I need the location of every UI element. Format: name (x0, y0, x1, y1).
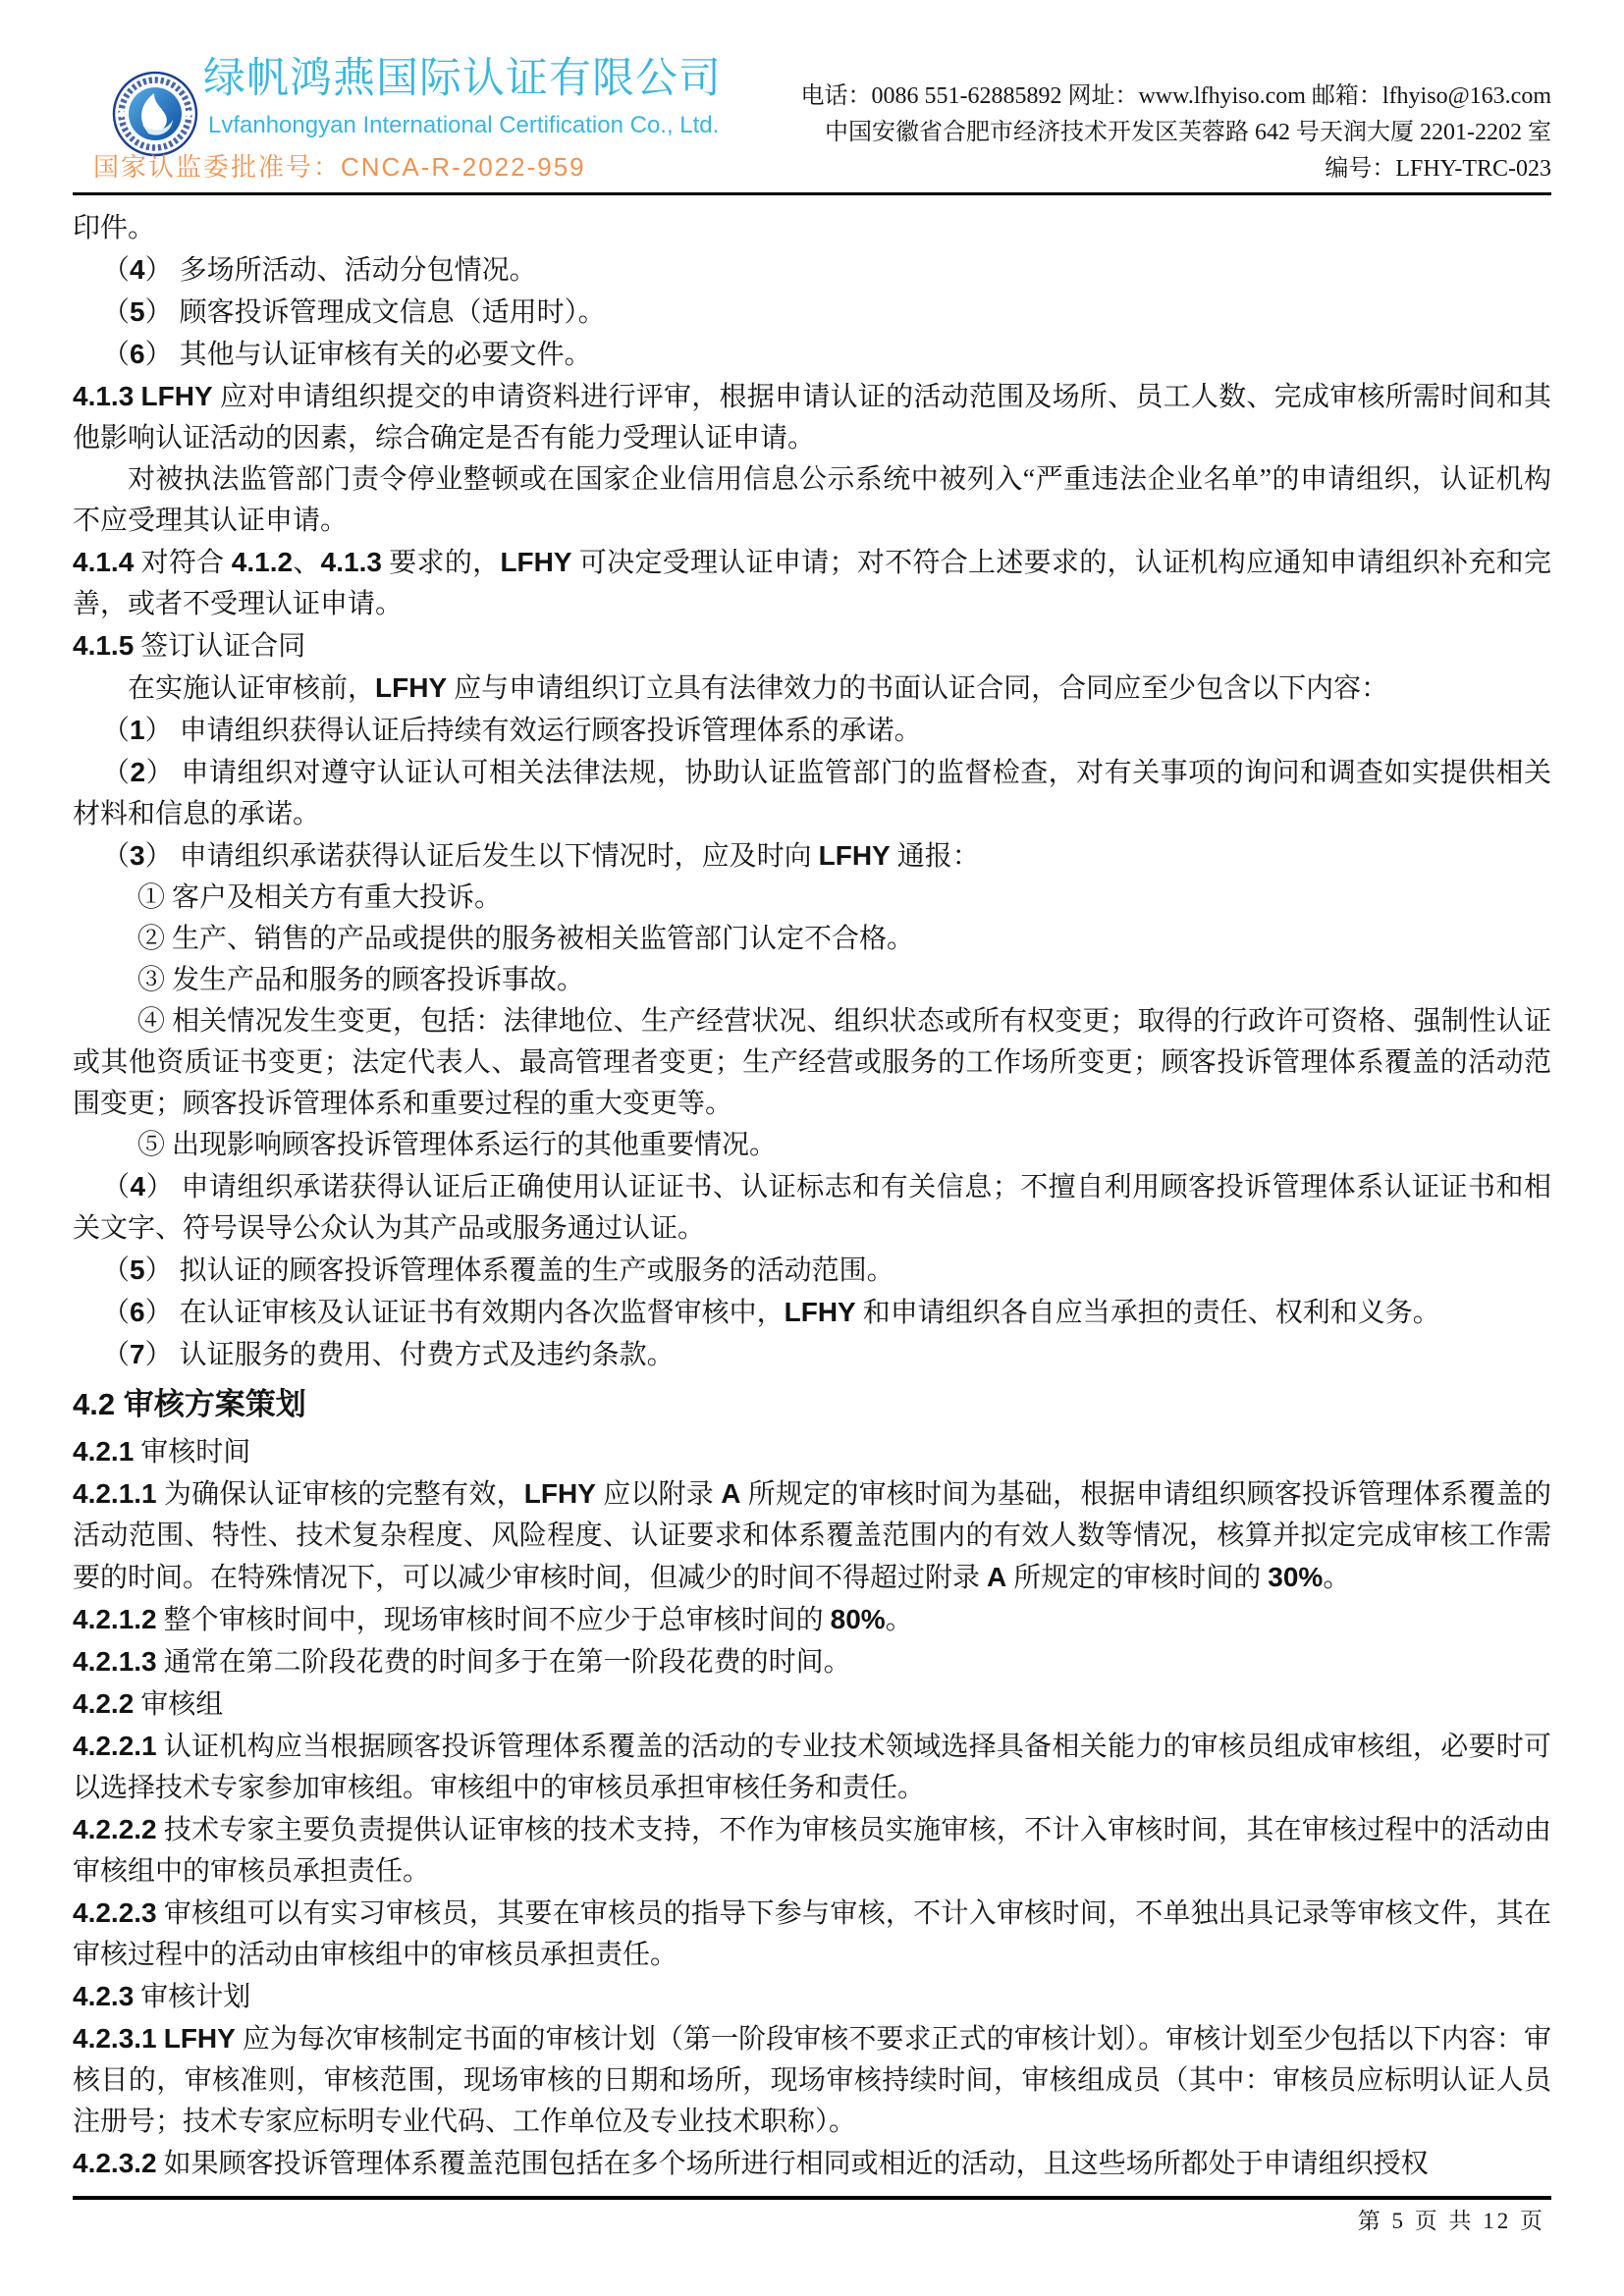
company-name-cn: 绿帆鸿燕国际认证有限公司 (203, 55, 722, 102)
latin-run: 4.2.1.1 (73, 1478, 157, 1509)
company-logo (112, 71, 198, 157)
footer-divider (73, 2196, 1551, 2200)
paragraph: （4） 申请组织承诺获得认证后正确使用认证证书、认证标志和有关信息；不擅自利用顾客投诉管理体系认证证书和相关文字、符号误导公众认为其产品或服务通过认证。 (73, 1171, 1551, 1244)
paragraph: （5） 顾客投诉管理成文信息（适用时）。 (102, 296, 606, 328)
paragraph: （6） 在认证审核及认证证书有效期内各次监督审核中，LFHY 和申请组织各自应当承担的责任、权利和义务。 (102, 1297, 1440, 1328)
latin-run: LFHY (818, 840, 891, 871)
paragraph: ② 生产、销售的产品或提供的服务被相关监管部门认定不合格。 (137, 924, 915, 954)
latin-run: 4.2.2.1 (73, 1731, 157, 1761)
latin-run: 4.2.2.3 (73, 1897, 157, 1928)
latin-run: 7 (130, 1339, 145, 1369)
page-number: 第 5 页 共 12 页 (1357, 2209, 1545, 2233)
contact-line-address: 中国安徽省合肥市经济技术开发区芙蓉路 642 号天润大厦 2201-2202 室 (825, 120, 1551, 145)
paragraph: 4.2.2.2 技术专家主要负责提供认证审核的技术支持，不作为审核员实施审核，不计入审核时间，其在审核过程中的活动由审核组中的审核员承担责任。 (73, 1814, 1551, 1887)
contact-line-phone-web-mail: 电话：0086 551-62885892 网址：www.lfhyiso.com 邮箱：lfhyiso@163.com (800, 83, 1551, 109)
paragraph: 4.2.3.1 LFHY 应为每次审核制定书面的审核计划（第一阶段审核不要求正式的审核计划）。审核计划至少包括以下内容：审核目的，审核准则，审核范围，现场审核的日期和场所，现场审核持续时间，审核组成员（其中：审核员应标明认证人员注册号；技术专家应标明专业代码、工作单位及专业技术职称）。 (73, 2023, 1551, 2137)
latin-run: LFHY (140, 381, 213, 411)
latin-run: 2 (130, 757, 146, 787)
paragraph: 4.1.5 签订认证合同 (73, 630, 306, 662)
latin-run: 4.2.1.3 (73, 1646, 157, 1677)
contact-block (800, 79, 1551, 187)
paragraph: 对被执法监管部门责令停业整顿或在国家企业信用信息公示系统中被列入“严重违法企业名单”的申请组织，认证机构不应受理其认证申请。 (73, 464, 1551, 536)
document-body (73, 208, 1551, 2185)
latin-run: 1 (130, 715, 145, 745)
latin-run: A (721, 1478, 741, 1509)
paragraph: 4.2.1.2 整个审核时间中，现场审核时间不应少于总审核时间的 80%。 (73, 1604, 913, 1635)
paragraph: （3） 申请组织承诺获得认证后发生以下情况时，应及时向 LFHY 通报： (102, 840, 980, 872)
latin-run: 4.1.3 (73, 381, 135, 411)
latin-run: 4.2.1.2 (73, 1604, 157, 1634)
paragraph: 在实施认证审核前，LFHY 应与申请组织订立具有法律效力的书面认证合同，合同应至少包含以下内容： (128, 672, 1389, 704)
latin-run: 6 (130, 1297, 145, 1327)
latin-run: LFHY (784, 1297, 856, 1327)
latin-run: A (987, 1562, 1007, 1592)
latin-run: 4.2.2.2 (73, 1814, 157, 1844)
latin-run: 4.2 (73, 1387, 116, 1421)
latin-run: 5 (130, 296, 145, 327)
latin-run: LFHY (163, 2023, 236, 2054)
latin-run: 4.1.4 (73, 547, 135, 577)
paragraph: 印件。 (73, 213, 156, 243)
doc-number: 编号：LFHY-TRC-023 (1325, 156, 1551, 182)
paragraph: （1） 申请组织获得认证后持续有效运行顾客投诉管理体系的承诺。 (102, 715, 922, 746)
latin-run: 3 (130, 840, 145, 871)
paragraph: 4.2.3.2 如果顾客投诉管理体系覆盖范围包括在多个场所进行相同或相近的活动，且这些场所都处于申请组织授权 (73, 2148, 1429, 2179)
paragraph: 4.2.1.1 为确保认证审核的完整有效，LFHY 应以附录 A 所规定的审核时间为基础，根据申请组织顾客投诉管理体系覆盖的活动范围、特性、技术复杂程度、风险程度、认证要求和体系覆盖范围内的有效人数等情况，核算并拟定完成审核工作需要的时间。在特殊情况下，可以减少审核时间，但减少的时间不得超过附录 A 所规定的审核时间的 30%。 (73, 1478, 1551, 1593)
paragraph: （7） 认证服务的费用、付费方式及违约条款。 (102, 1339, 675, 1370)
header-divider (73, 192, 1551, 195)
paragraph: ⑤ 出现影响顾客投诉管理体系运行的其他重要情况。 (137, 1130, 778, 1160)
paragraph: 4.1.3 LFHY 应对申请组织提交的申请资料进行评审，根据申请认证的活动范围及场所、员工人数、完成审核所需时间和其他影响认证活动的因素，综合确定是否有能力受理认证申请。 (73, 381, 1551, 454)
latin-run: 80% (830, 1604, 886, 1634)
latin-run: 4 (130, 1171, 146, 1201)
paragraph: （4） 多场所活动、活动分包情况。 (102, 254, 537, 286)
latin-run: 5 (130, 1255, 145, 1285)
latin-run: 4 (130, 254, 145, 285)
paragraph: 4.2.3 审核计划 (73, 1981, 251, 2012)
latin-run: 4.2.3 (73, 1981, 135, 2011)
latin-run: LFHY (500, 547, 572, 577)
company-name-en: Lvfanhongyan International Certification Co., Ltd. (208, 112, 720, 138)
latin-run: 4.2.1 (73, 1436, 135, 1467)
latin-run: LFHY (375, 672, 448, 703)
latin-run: 4.1.3 (320, 547, 382, 577)
paragraph: 4.2.1.3 通常在第二阶段花费的时间多于在第一阶段花费的时间。 (73, 1646, 851, 1678)
paragraph: 4.2.2.1 认证机构应当根据顾客投诉管理体系覆盖的活动的专业技术领域选择具备相关能力的审核员组成审核组，必要时可以选择技术专家参加审核组。审核组中的审核员承担审核任务和责任。 (73, 1731, 1551, 1803)
latin-run: 6 (130, 339, 145, 369)
paragraph: ④ 相关情况发生变更，包括：法律地位、生产经营状况、组织状态或所有权变更；取得的行政许可资格、强制性认证或其他资质证书变更；法定代表人、最高管理者变更；生产经营或服务的工作场所变更；顾客投诉管理体系覆盖的活动范围变更；顾客投诉管理体系和重要过程的重大变更等。 (73, 1006, 1551, 1119)
paragraph: （2） 申请组织对遵守认证认可相关法律法规，协助认证监管部门的监督检查，对有关事项的询问和调查如实提供相关材料和信息的承诺。 (73, 757, 1551, 829)
latin-run: 4.1.2 (231, 547, 294, 577)
paragraph: 4.2.2 审核组 (73, 1688, 224, 1720)
latin-run: 4.2.3.2 (73, 2148, 157, 2178)
latin-run: 4.1.5 (73, 630, 135, 661)
latin-run: 4.2.2 (73, 1688, 135, 1719)
paragraph: （5） 拟认证的顾客投诉管理体系覆盖的生产或服务的活动范围。 (102, 1255, 894, 1286)
paragraph: ③ 发生产品和服务的顾客投诉事故。 (137, 965, 585, 995)
section-heading: 4.2 审核方案策划 (73, 1387, 306, 1421)
latin-run: 30% (1268, 1562, 1324, 1592)
paragraph: 4.2.2.3 审核组可以有实习审核员，其要在审核员的指导下参与审核，不计入审核时间，不单独出具记录等审核文件，其在审核过程中的活动由审核组中的审核员承担责任。 (73, 1897, 1551, 1970)
latin-run: LFHY (523, 1478, 596, 1509)
paragraph: ① 客户及相关方有重大投诉。 (137, 882, 503, 913)
approval-number: 国家认监委批准号：CNCA-R-2022-959 (93, 152, 586, 182)
paragraph: （6） 其他与认证审核有关的必要文件。 (102, 339, 592, 370)
latin-run: 4.2.3.1 (73, 2023, 157, 2054)
paragraph: 4.1.4 对符合 4.1.2、4.1.3 要求的，LFHY 可决定受理认证申请；对不符合上述要求的，认证机构应通知申请组织补充和完善，或者不受理认证申请。 (73, 547, 1551, 619)
paragraph: 4.2.1 审核时间 (73, 1436, 251, 1468)
